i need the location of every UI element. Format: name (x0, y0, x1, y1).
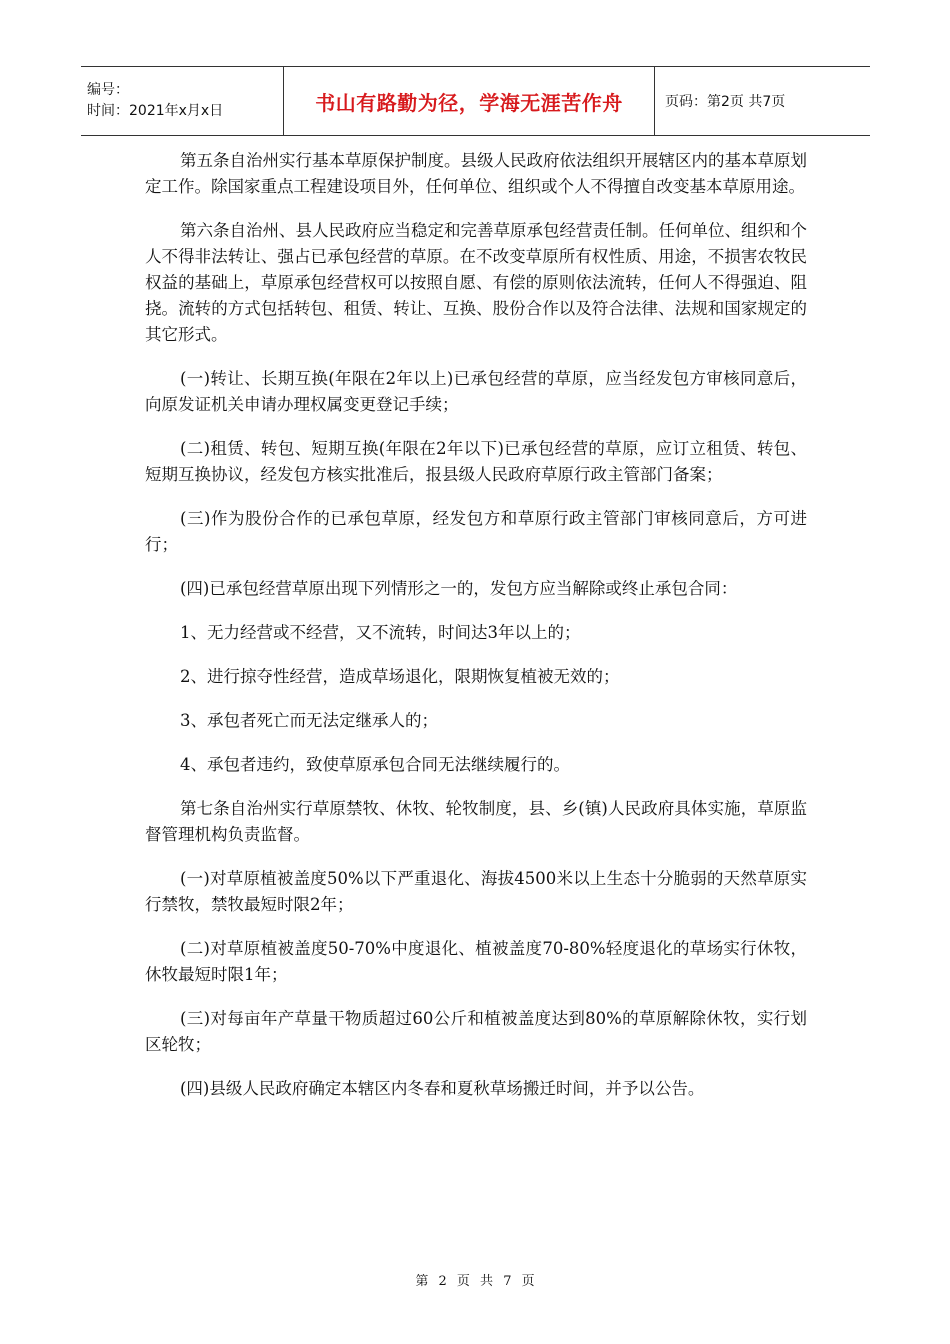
paragraph-grazing-rest: (二)对草原植被盖度50-70%中度退化、植被盖度70-80%轻度退化的草场实行休牧，休牧最短时限1年； (145, 939, 807, 984)
paragraph-item-4: (四)已承包经营草原出现下列情形之一的，发包方应当解除或终止承包合同： (180, 579, 738, 598)
document-body (145, 148, 807, 1120)
paragraph-item-1: (一)转让、长期互换(年限在2年以上)已承包经营的草原，应当经发包方审核同意后，向原发证机关申请办理权属变更登记手续； (145, 369, 807, 414)
paragraph-article-6: 第六条自治州、县人民政府应当稳定和完善草原承包经营责任制。任何单位、组织和个人不得非法转让、强占已承包经营的草原。在不改变草原所有权性质、用途，不损害农牧民权益的基础上，草原承包经营权可以按照自愿、有偿的原则依法流转，任何人不得强迫、阻挠。流转的方式包括转包、租赁、转让、互换、股份合作以及符合法律、法规和国家规定的其它形式。 (145, 221, 807, 344)
paragraph-case-4: 4、承包者违约，致使草原承包合同无法继续履行的。 (180, 755, 570, 774)
document-number: 编号： (87, 82, 129, 98)
header-page-info: 页码：第2页 共7页 (665, 94, 786, 110)
header-meta (81, 67, 283, 135)
paragraph-relocation-notice: (四)县级人民政府确定本辖区内冬春和夏秋草场搬迁时间，并予以公告。 (180, 1079, 705, 1098)
paragraph-item-2: (二)租赁、转包、短期互换(年限在2年以下)已承包经营的草原，应订立租赁、转包、短期互换协议，经发包方核实批准后，报县级人民政府草原行政主管部门备案； (145, 439, 807, 484)
paragraph-case-1: 1、无力经营或不经营，又不流转，时间达3年以上的； (180, 623, 581, 642)
paragraph-item-3: (三)作为股份合作的已承包草原，经发包方和草原行政主管部门审核同意后，方可进行； (145, 509, 807, 554)
document-date: 时间：2021年x月x日 (87, 103, 224, 119)
paragraph-case-3: 3、承包者死亡而无法定继承人的； (180, 711, 438, 730)
paragraph-case-2: 2、进行掠夺性经营，造成草场退化，限期恢复植被无效的； (180, 667, 620, 686)
header-motto: 书山有路勤为径，学海无涯苦作舟 (283, 67, 655, 135)
paragraph-rotational-grazing: (三)对每亩年产草量干物质超过60公斤和植被盖度达到80%的草原解除休牧，实行划区轮牧； (145, 1009, 807, 1054)
page-header (81, 66, 870, 136)
paragraph-grazing-ban: (一)对草原植被盖度50%以下严重退化、海拔4500米以上生态十分脆弱的天然草原实行禁牧，禁牧最短时限2年； (145, 869, 807, 914)
paragraph-article-5: 第五条自治州实行基本草原保护制度。县级人民政府依法组织开展辖区内的基本草原划定工作。除国家重点工程建设项目外，任何单位、组织或个人不得擅自改变基本草原用途。 (145, 151, 807, 196)
page-footer: 第 2 页 共 7 页 (415, 1274, 535, 1289)
paragraph-article-7: 第七条自治州实行草原禁牧、休牧、轮牧制度，县、乡(镇)人民政府具体实施，草原监督管理机构负责监督。 (145, 799, 807, 844)
